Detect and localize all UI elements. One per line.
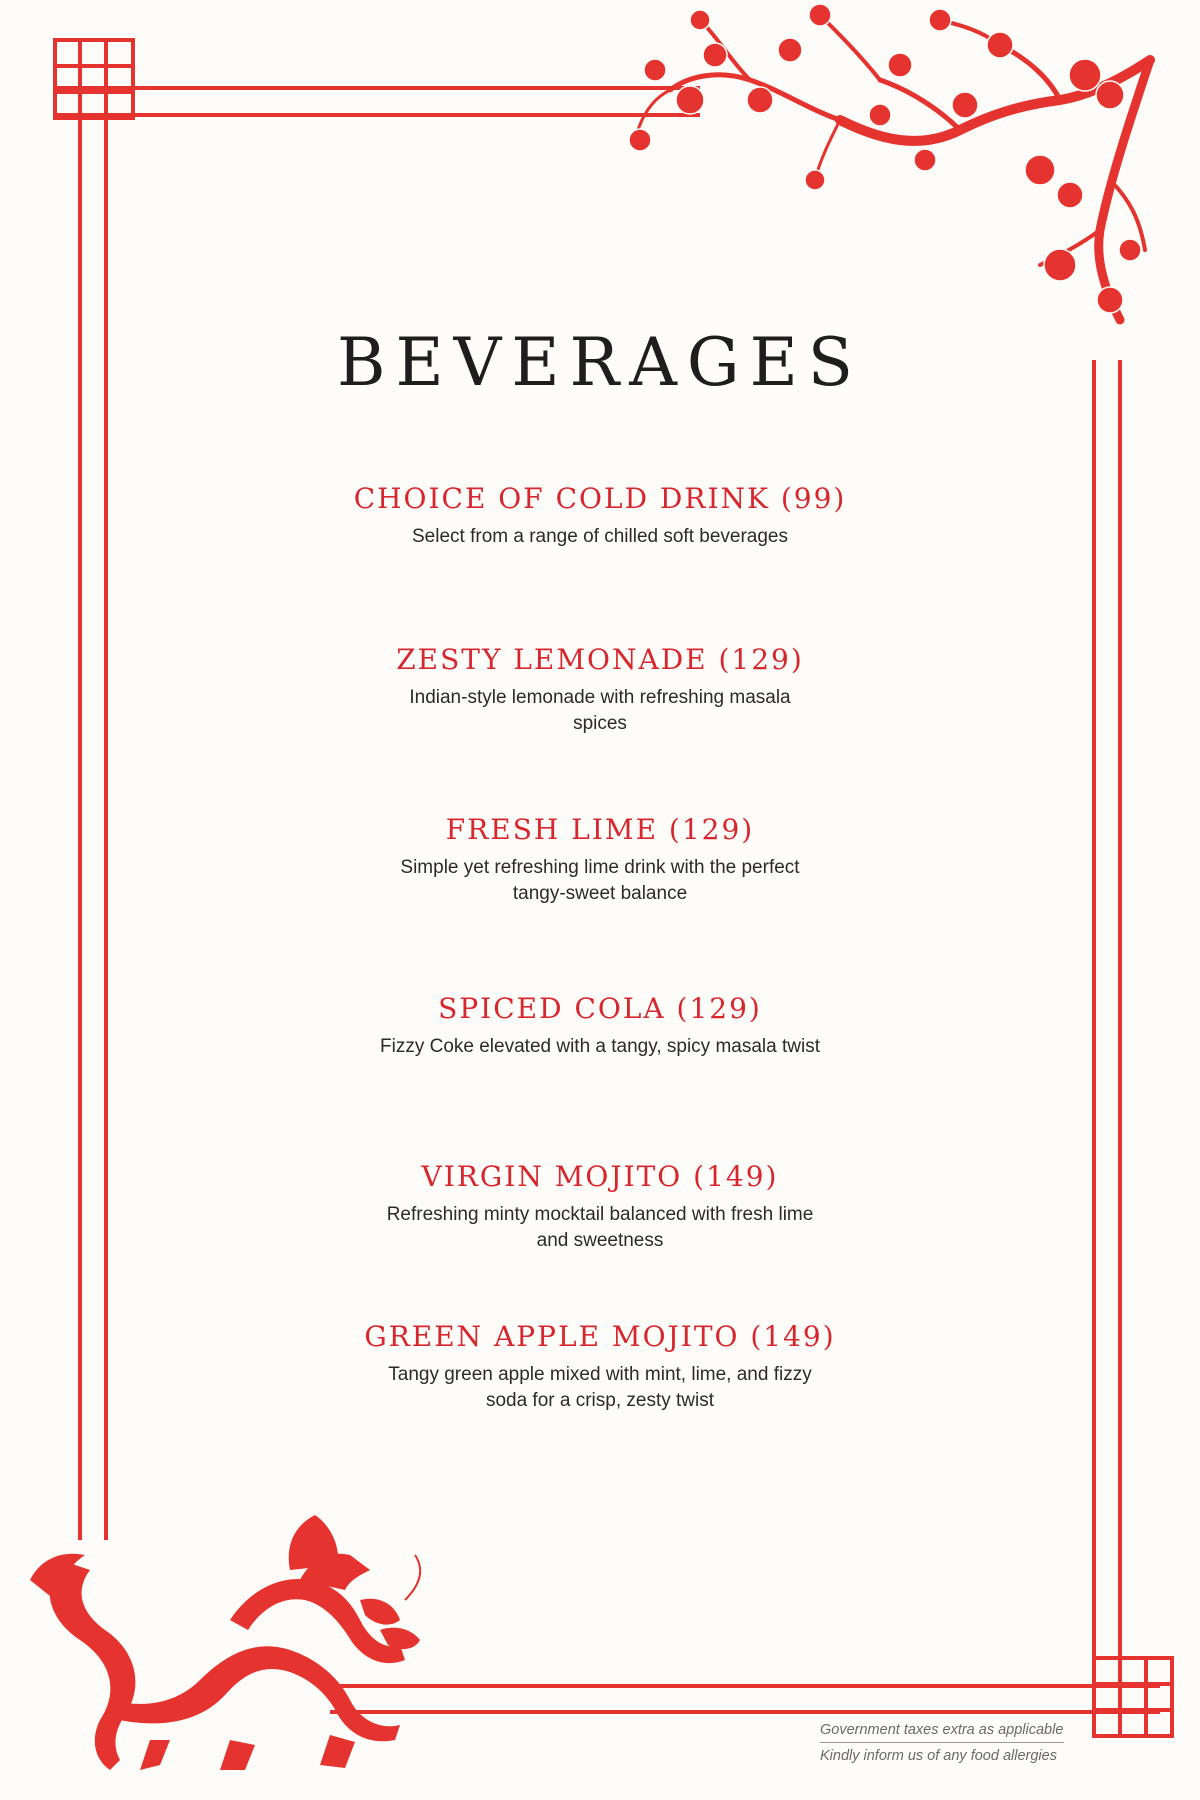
menu-item [0, 1320, 1200, 1414]
menu-item [0, 992, 1200, 1060]
menu-item-description: Select from a range of chilled soft beverages [412, 526, 788, 547]
menu-item-description: Indian-style lemonade with refreshing masala spices [409, 687, 791, 734]
menu-item-description: Fizzy Coke elevated with a tangy, spicy masala twist [380, 1036, 820, 1057]
allergy-note: Kindly inform us of any food allergies [820, 1748, 1057, 1764]
menu-item-description: Tangy green apple mixed with mint, lime, and fizzy soda for a crisp, zesty twist [388, 1364, 812, 1411]
blossom-flowers [629, 4, 1141, 313]
taxes-note: Government taxes extra as applicable [820, 1722, 1064, 1743]
footer-notes [820, 1722, 1064, 1764]
menu-item [0, 643, 1200, 737]
menu-item-name: GREEN APPLE MOJITO (149) [364, 1320, 836, 1353]
menu-item [0, 1160, 1200, 1254]
page-title: BEVERAGES [337, 324, 863, 401]
menu-item-name: VIRGIN MOJITO (149) [421, 1160, 779, 1193]
dragon-illustration [30, 1515, 420, 1770]
menu-item-name: CHOICE OF COLD DRINK (99) [353, 482, 847, 515]
menu-item-description: Simple yet refreshing lime drink with the perfect tangy-sweet balance [400, 857, 800, 904]
menu-item [0, 482, 1200, 550]
menu-item-name: SPICED COLA (129) [438, 992, 762, 1025]
menu-item-name: FRESH LIME (129) [445, 813, 755, 846]
menu-item [0, 813, 1200, 907]
menu-item-name: ZESTY LEMONADE (129) [396, 643, 804, 676]
menu-item-description: Refreshing minty mocktail balanced with fresh lime and sweetness [386, 1204, 814, 1251]
